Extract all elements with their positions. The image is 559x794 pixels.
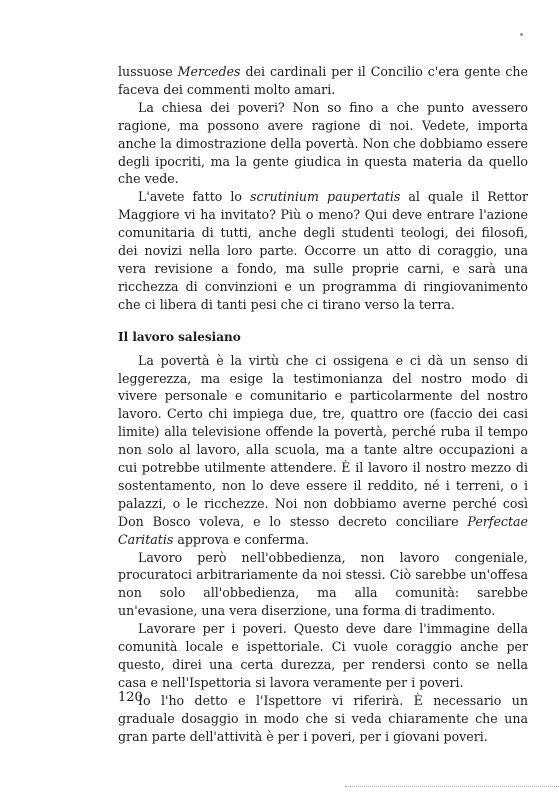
section-heading: Il lavoro salesiano [118,329,241,344]
paragraph-1-text-a: lussuose [118,64,178,79]
paragraph-6: Lavorare per i poveri. Questo deve dare l'immagine della comunità locale e ispettoriale. Ci vuole coraggio anche per questo, direi una certa durezza, per rendersi conto se nella casa e nell'Ispettoria si lavora veramente per i poveri. [118,621,528,690]
corner-speck [520,33,523,36]
paragraph-4 [118,352,528,549]
paragraph-1 [118,63,528,99]
paragraph-3-text-a: L'avete fatto lo [138,189,251,205]
paragraph-4-text-a: La povertà è la virtù che ci ossigena e ci dà un senso di leggerezza, ma esige la testimonianza del nostro modo di vivere personale e comunitario e particolarmente del nostro lavoro. Certo chi impiega due, tre, quattro ore (faccio dei casi limite) alla televisione offende la povertà, perché ruba il tempo non solo al lavoro, alla scuola, ma a tante altre occupazioni a cui potrebbe utilmente attendere. È il lavoro il nostro mezzo di sostentamento, non lo deve essere il reddito, né i terreni, o i palazzi, o le ricchezze. Noi non dobbiamo averne perché così Don Bosco voleva, e lo stesso decreto conciliare [118,352,528,529]
paragraph-7: Io l'ho detto e l'Ispettore vi riferirà. È necessario un graduale dosaggio in modo che si veda chiaramente che una gran parte dell'attività è per i poveri, per i giovani poveri. [118,692,528,744]
paragraph-4-italic: Perfectae Caritatis [118,513,528,547]
body-text [118,63,528,746]
paragraph-3-text-c: al quale il Rettor Maggiore vi ha invitato? Più o meno? Qui deve entrare l'azione comunitaria di tutti, anche degli studenti teologi, dei filosofi, dei novizi nella loro parte. Occorre un atto di coraggio, una vera revisione a fondo, ma sulle proprie carni, e sarà una ricchezza di convinzioni e un programma di ringiovanimento che ci libera di tanti pesi che ci tirano verso la terra. [118,189,528,312]
paragraph-1-italic: Mercedes [177,64,241,79]
paragraph-1-text-c: dei cardinali per il Concilio c'era gente che faceva dei commenti molto amari. [118,64,528,97]
paragraph-5: Lavoro però nell'obbedienza, non lavoro congeniale, procuratoci arbitrariamente da noi stessi. Ciò sarebbe un'offesa non solo all'obbedienza, ma alla comunità: sarebbe un'evasione, una vera diserzione, una forma di tradimento. [118,549,528,619]
scan-edge-rule [345,786,559,787]
paragraph-2: La chiesa dei poveri? Non so fino a che punto avessero ragione, ma possono avere ragione di noi. Vedete, importa anche la dimostrazione della povertà. Non che dobbiamo essere degli ipocriti, ma la gente giudica in questa materia da quello che vede. [118,99,528,187]
paragraph-3-italic: scrutinium paupertatis [250,189,401,205]
paragraph-3 [118,188,528,313]
page-number: 120 [118,690,143,705]
paragraph-4-text-c: approva e conferma. [173,531,309,547]
